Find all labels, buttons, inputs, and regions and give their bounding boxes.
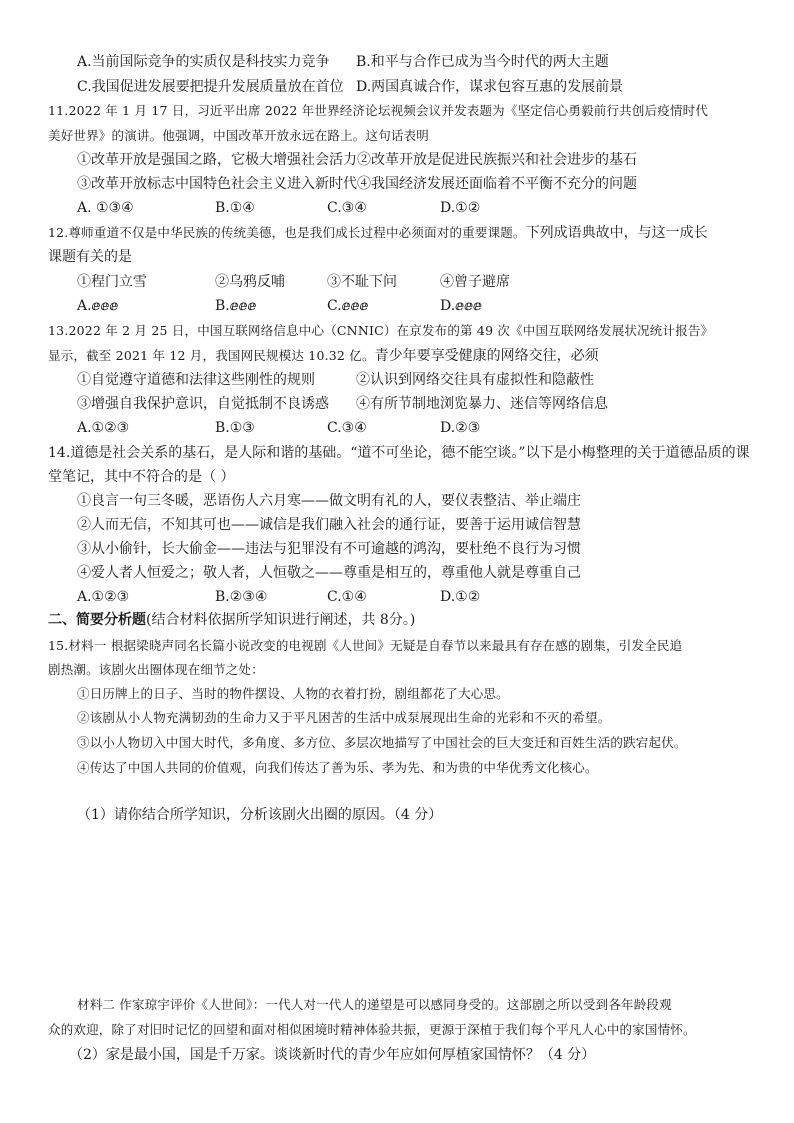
q13-stem-line2: 显示，截至 2021 年 12 月，我国网民规模达 10.32 亿。青少年要享受健康的网络交往，必须 [48, 348, 599, 364]
q14-option-a: A.①②③ [77, 589, 130, 605]
q14-item-3: ③从小偷针，长大偷金——违法与犯罪没有不可逾越的鸿沟，要杜绝不良行为习惯 [77, 541, 581, 557]
q12-option-c: C.ⅇⅇⅇ [327, 298, 369, 314]
q15-subquestion-1: （1）请你结合所学知识，分析该剧火出圈的原因。（4 分） [77, 807, 443, 823]
q13-option-a: A.①②③ [77, 420, 130, 436]
q15-subquestion-2: （2）家是最小国，国是千万家。谈谈新时代的青少年应如何厚植家国情怀？（4 分） [69, 1047, 596, 1063]
q12-option-d: D.ⅇⅇⅇ [440, 298, 482, 314]
q14-stem-line1: 14.道德是社会关系的基石，是人际和谐的基础。“道不可坐论，德不能空谈。”以下是小梅整理的关于道德品质的课 [48, 445, 750, 461]
q12-option-b: B.ⅇⅇⅇ [215, 298, 257, 314]
q15-material1-line2: 剧热潮。该剧火出圈体现在细节之处： [48, 662, 264, 677]
q13-item-3: ③增强自我保护意识，自觉抵制不良诱惑 [77, 396, 329, 412]
q15-point-2: ②该剧从小人物充满韧劲的生命力又于平凡困苦的生活中成泵展现出生命的光彩和不灭的希望。 [77, 710, 611, 725]
q10-option-c: C.我国促进发展要把提升发展质量放在首位 [77, 79, 344, 95]
q11-option-a: A. ①③④ [77, 200, 134, 216]
q11-option-c: C.③④ [327, 200, 367, 216]
q12-item-3: ③不耻下问 [327, 274, 397, 290]
q10-option-d: D.两国真诚合作，谋求包容互惠的发展前景 [356, 79, 624, 95]
q13-option-d: D.②③ [440, 420, 481, 436]
q13-option-c: C.③④ [327, 420, 367, 436]
q13-item-2: ②认识到网络交往具有虚拟性和隐蔽性 [356, 372, 594, 388]
q14-option-b: B.②③④ [215, 589, 268, 605]
q12-item-2: ②乌鸦反哺 [215, 274, 285, 290]
q12-option-a: A.ⅇⅇⅇ [77, 298, 119, 314]
q12-item-4: ④曾子避席 [440, 274, 510, 290]
q10-option-b: B.和平与合作已成为当今时代的两大主题 [356, 54, 609, 70]
q11-stem-line2: 美好世界》的演讲。他强调，中国改革开放永远在路上。这句话表明 [48, 128, 430, 143]
q14-option-c: C.①④ [327, 589, 367, 605]
q14-option-d: D.①② [440, 589, 481, 605]
q14-item-2: ②人而无信，不知其可也——诚信是我们融入社会的通行证，要善于运用诚信智慧 [77, 517, 581, 533]
q15-point-4: ④传达了中国人共同的价值观，向我们传达了善为乐、孝为先、和为贵的中华优秀文化核心。 [77, 760, 598, 775]
q15-point-3: ③以小人物切入中国大时代，多角度、多方位、多层次地描写了中国社会的巨大变迁和百姓生活的跌宕起伏。 [77, 735, 687, 750]
section2-heading: 二、简要分析题(结合材料依据所学知识进行阐述，共 8分。) [48, 612, 416, 628]
q12-stem-line2: 课题有关的是 [48, 249, 132, 265]
q15-material1-line1: 15.材料一 根据梁晓声同名长篇小说改变的电视剧《人世间》无疑是自春节以来最具有存在感的剧集，引发全民追 [48, 638, 683, 653]
q11-option-d: D.①② [440, 200, 481, 216]
q13-item-1: ①自觉遵守道德和法律这些刚性的规则 [77, 372, 315, 388]
q13-item-4: ④有所节制地浏览暴力、迷信等网络信息 [356, 396, 608, 412]
q13-option-b: B.①③ [215, 420, 255, 436]
q15-material2-line2: 众的欢迎，除了对旧时记忆的回望和面对相似困境时精神体验共振，更源于深植于我们每个平凡人心中的家国情怀。 [48, 1022, 696, 1037]
q12-item-1: ①程门立雪 [77, 274, 147, 290]
q12-stem-line1: 12.尊师重道不仅是中华民族的传统美德，也是我们成长过程中必须面对的重要课题。下列成语典故中，与这一成长 [48, 225, 708, 241]
q10-option-a: A.当前国际竞争的实质仅是科技实力竞争 [77, 54, 330, 70]
q11-items-1-2: ①改革开放是强国之路，它极大增强社会活力②改革开放是促进民族振兴和社会进步的基石 [77, 152, 637, 168]
q11-items-3-4: ③改革开放标志中国特色社会主义进入新时代④我国经济发展还面临着不平衡不充分的问题 [77, 176, 637, 192]
q15-point-1: ①日历牌上的日子、当时的物件摆设、人物的衣着打扮，剧组都花了大心思。 [77, 686, 509, 701]
q13-stem-line1: 13.2022 年 2 月 25 日，中国互联网络信息中心（CNNIC）在京发布的第 49 次《中国互联网络发展状况统计报告》 [48, 323, 714, 338]
q11-stem-line1: 11.2022 年 1 月 17 日，习近平出席 2022 年世界经济论坛视频会议并发表题为《坚定信心勇毅前行共创后疫情时代 [48, 103, 709, 118]
q15-material2-line1: 材料二 作家琼宇评价《人世间》：一代人对一代人的递望是可以感同身受的。这部剧之所以受到各年龄段观 [77, 997, 672, 1012]
q11-option-b: B.①④ [215, 200, 255, 216]
q14-stem-line2: 堂笔记，其中不符合的是（ ） [48, 469, 235, 485]
q14-item-4: ④爱人者人恒爱之；敬人者，人恒敬之——尊重是相互的，尊重他人就是尊重自己 [77, 565, 581, 581]
q14-item-1: ①良言一句三冬暖，恶语伤人六月寒——做文明有礼的人，要仪表整洁、举止端庄 [77, 493, 581, 509]
